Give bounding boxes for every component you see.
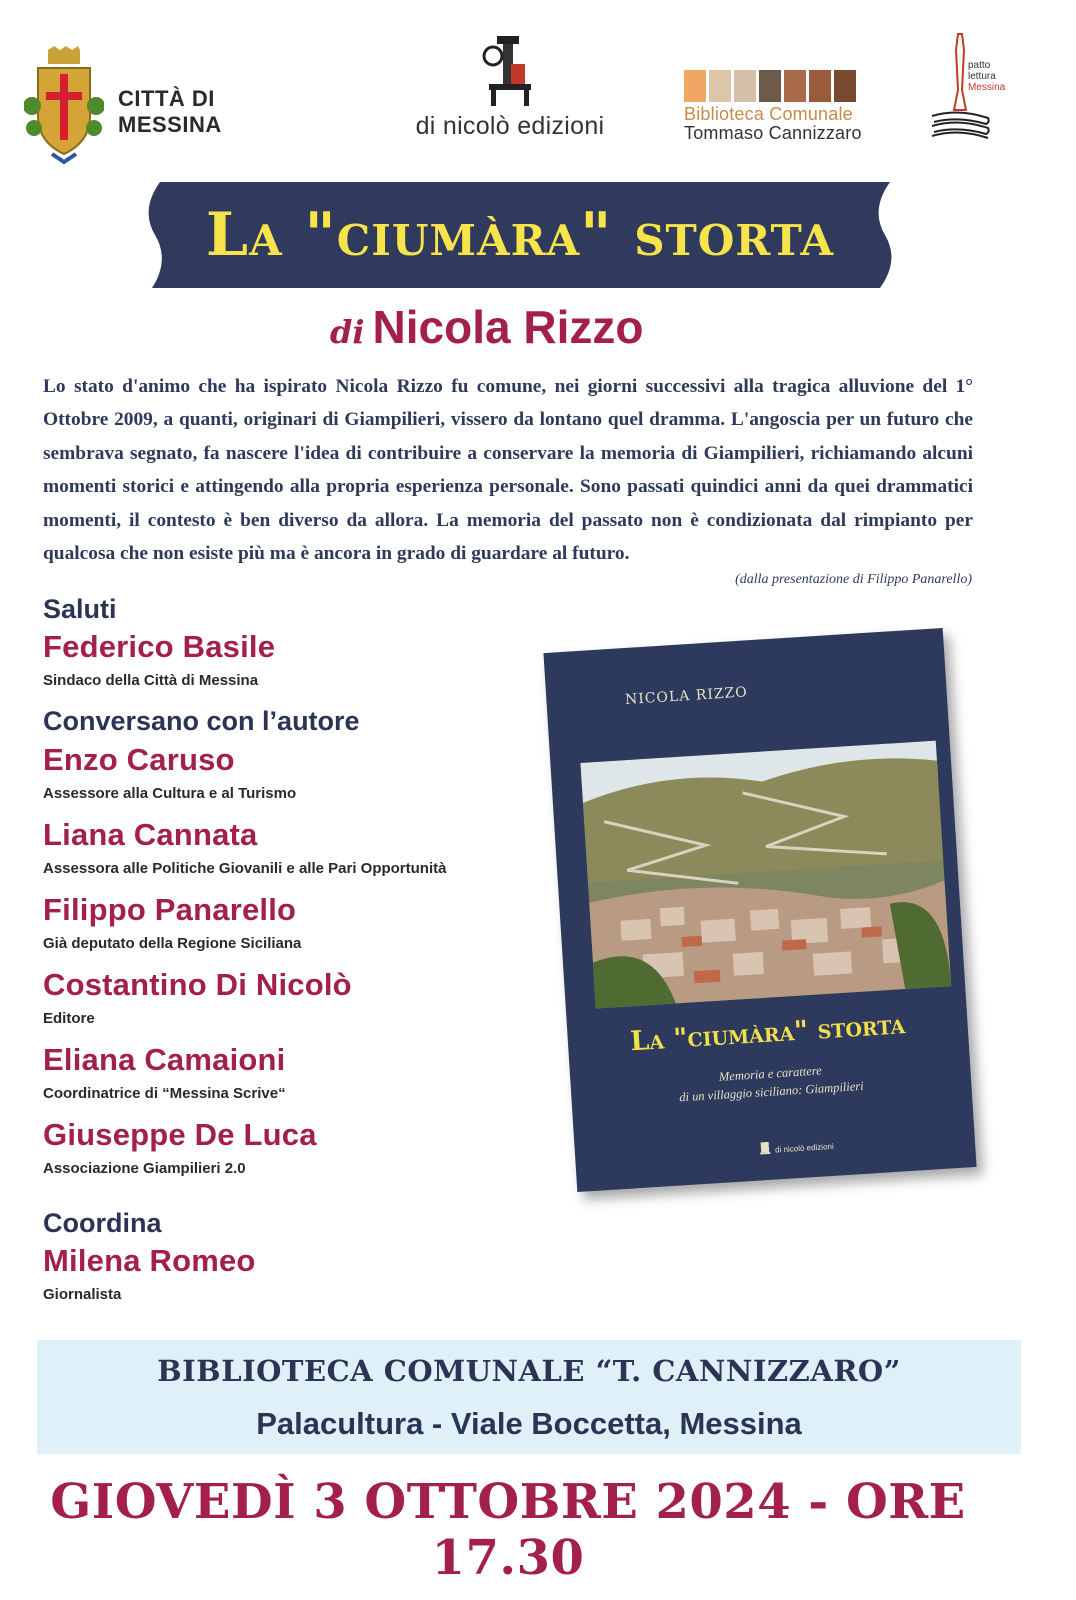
swatch bbox=[684, 70, 706, 102]
cover-subtitle-line2: di un villaggio siciliano: Giampilieri bbox=[678, 1078, 865, 1105]
speaker-name: Enzo Caruso bbox=[43, 742, 235, 777]
greetings-speaker-role: Sindaco della Città di Messina bbox=[43, 672, 259, 689]
moderator-role: Giornalista bbox=[43, 1286, 122, 1303]
di-nicolo-edizioni-logo bbox=[405, 34, 615, 154]
cover-subtitle bbox=[570, 1052, 971, 1113]
city-name: CITTÀ DI MESSINA bbox=[118, 86, 222, 137]
swatch bbox=[734, 70, 756, 102]
intro-source: (dalla presentazione di Filippo Panarello) bbox=[735, 572, 972, 587]
intro-paragraph: Lo stato d'animo che ha ispirato Nicola Rizzo fu comune, nei giorni successivi alla tragica alluvione del 1° Ottobre 2009, a quanti, originari di Giampilieri, vissero da lontano quel dramma. L'angoscia per un futuro che sembrava segnato, fa nascere l'idea di contribuire a conservare la memoria di Giampilieri, richiamando alcuni momenti storici e attingendo alla propria esperienza personale. Sono passati quindici anni da quei drammatici momenti, il contesto è ben diverso da allora. La memoria del passato non è condizionata dal rimpianto per qualcosa che non esiste più ma è ancora in grado di guardare al futuro. bbox=[43, 376, 973, 565]
swatch bbox=[834, 70, 856, 102]
swatch bbox=[709, 70, 731, 102]
speaker-role: Coordinatrice di “Messina Scrive“ bbox=[43, 1085, 286, 1102]
conversation-heading: Conversano con l’autore bbox=[43, 706, 360, 736]
speaker-name: Eliana Camaioni bbox=[43, 1042, 286, 1077]
speaker-role: Editore bbox=[43, 1010, 95, 1027]
cover-publisher: di nicolò edizioni bbox=[774, 1141, 834, 1155]
speaker-name: Costantino Di Nicolò bbox=[43, 967, 352, 1002]
venue-box bbox=[37, 1340, 1021, 1454]
speaker-name: Liana Cannata bbox=[43, 817, 258, 852]
publisher-name: di nicolò edizioni bbox=[415, 112, 605, 140]
speaker-role: Assessore alla Cultura e al Turismo bbox=[43, 785, 297, 802]
event-title: La "ciumàra" storta bbox=[205, 200, 835, 270]
speaker-name: Filippo Panarello bbox=[43, 892, 297, 927]
biblioteca-comunale-logo bbox=[684, 70, 874, 150]
patto-line3: Messina bbox=[968, 82, 1006, 93]
citta-di-messina-logo bbox=[24, 46, 324, 166]
title-banner bbox=[140, 180, 900, 290]
venue-name: BIBLIOTECA COMUNALE “T. CANNIZZARO” bbox=[157, 1354, 901, 1388]
patto-lettura-logo bbox=[928, 30, 1028, 150]
greetings-speaker-name: Federico Basile bbox=[43, 629, 276, 664]
author-line bbox=[330, 300, 730, 354]
library-logo-line2: Tommaso Cannizzaro bbox=[684, 123, 862, 143]
patto-lettura-text bbox=[968, 60, 1005, 93]
patto-line2: lettura bbox=[968, 71, 996, 82]
speaker-role: Associazione Giampilieri 2.0 bbox=[43, 1160, 246, 1177]
patto-line1: patto bbox=[968, 60, 991, 71]
moderator-heading: Coordina bbox=[43, 1208, 162, 1238]
cover-photo-village bbox=[580, 741, 951, 1009]
book-cover-image bbox=[560, 640, 980, 1200]
speaker-role: Assessora alle Politiche Giovanili e alle Pari Opportunità bbox=[43, 860, 447, 877]
cover-title: La "ciumàra" storta bbox=[629, 1009, 907, 1058]
speaker-role: Già deputato della Regione Siciliana bbox=[43, 935, 302, 952]
cover-subtitle-line1: Memoria e carattere bbox=[718, 1063, 823, 1084]
messina-crest-icon bbox=[24, 46, 104, 166]
color-swatches bbox=[684, 70, 874, 102]
moderator-name: Milena Romeo bbox=[43, 1243, 256, 1278]
village-landscape-image bbox=[580, 741, 951, 1009]
printing-press-icon bbox=[481, 34, 539, 108]
swatch bbox=[809, 70, 831, 102]
venue-address: Palacultura - Viale Boccetta, Messina bbox=[256, 1406, 802, 1441]
cover-author: NICOLA RIZZO bbox=[624, 684, 749, 709]
author-prefix: di bbox=[330, 313, 365, 351]
publisher-press-icon bbox=[758, 1140, 771, 1157]
speaker-name: Giuseppe De Luca bbox=[43, 1117, 317, 1152]
event-date-time: GIOVEDÌ 3 OTTOBRE 2024 - ORE 17.30 bbox=[50, 1474, 966, 1586]
book-cover bbox=[543, 628, 976, 1192]
author-name: Nicola Rizzo bbox=[372, 301, 644, 353]
swatch bbox=[784, 70, 806, 102]
greetings-heading: Saluti bbox=[43, 594, 117, 624]
library-logo-line1: Biblioteca Comunale bbox=[684, 104, 853, 124]
swatch bbox=[759, 70, 781, 102]
